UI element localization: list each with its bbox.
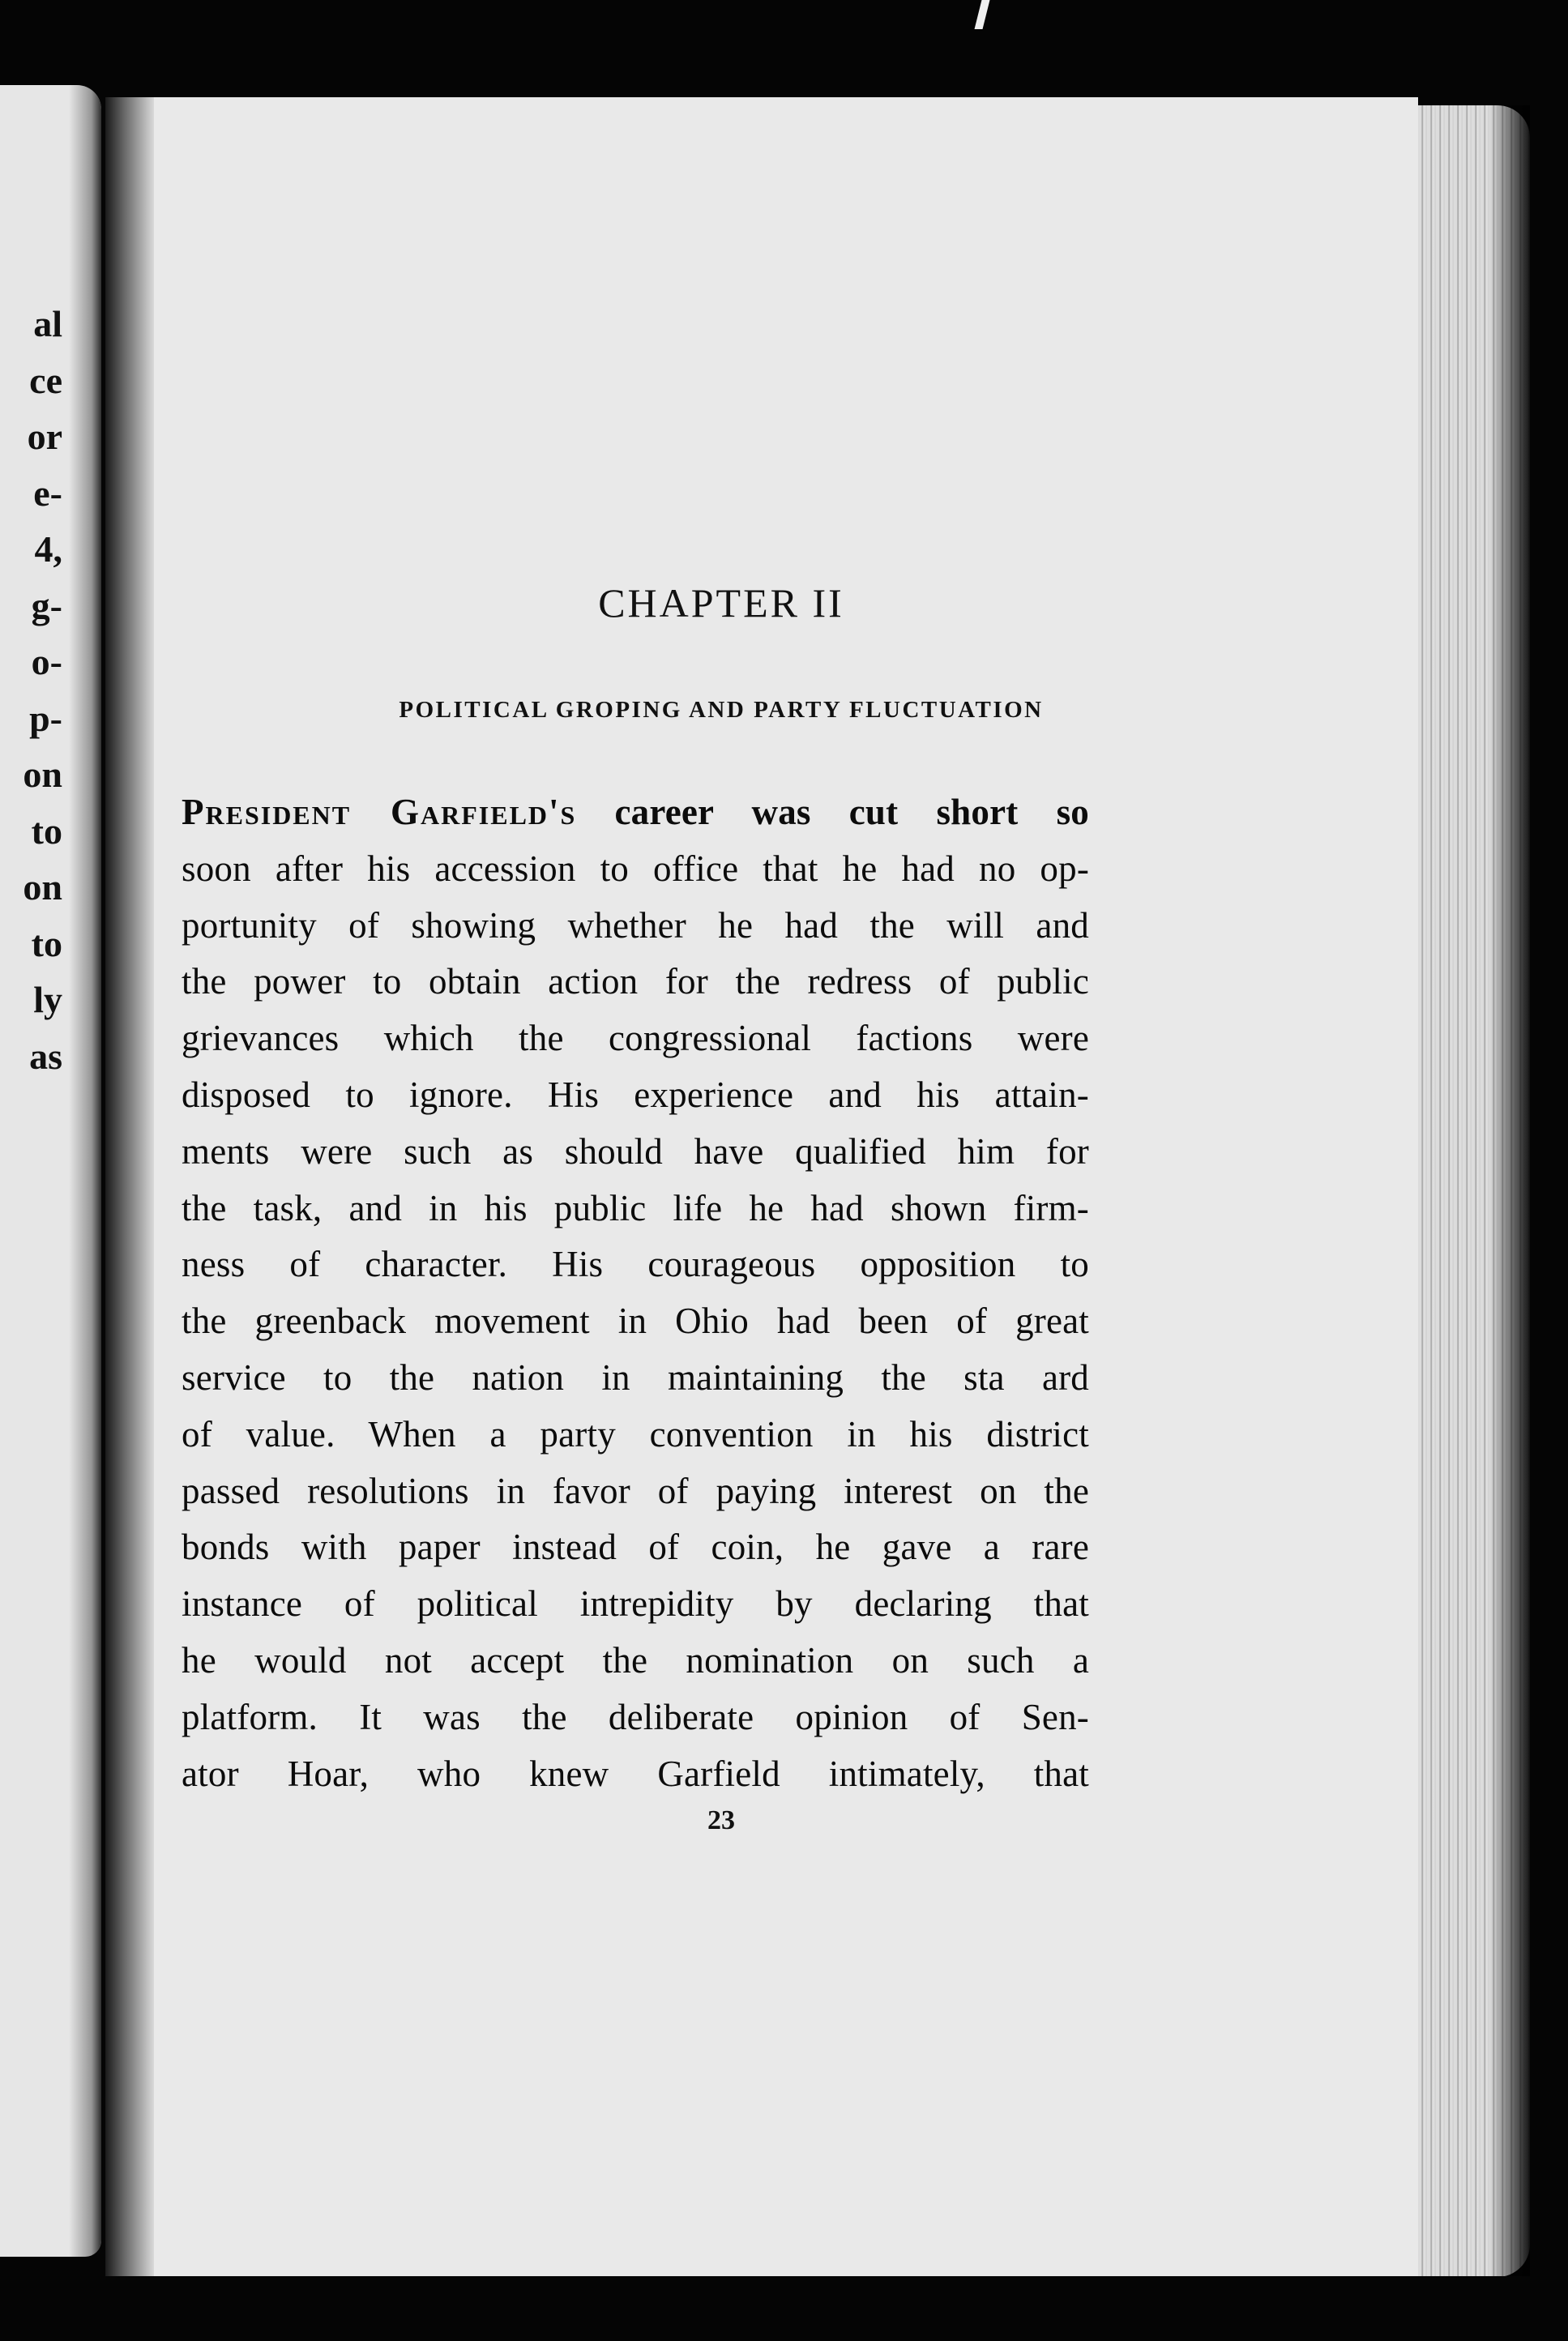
text-line: soon after his accession to office that he had no op- [182, 848, 1089, 889]
text-line: of value. When a party convention in his district [182, 1413, 1089, 1455]
text-line: passed resolutions in favor of paying interest on the [182, 1470, 1089, 1511]
scan-border [0, 2276, 1568, 2341]
text-line: the task, and in his public life he had shown firm- [182, 1187, 1089, 1228]
text-line: service to the nation in maintaining the sta ard [182, 1356, 1089, 1398]
text-line: ments were such as should have qualified him for [182, 1130, 1089, 1172]
facing-page-fragment: p- [29, 697, 62, 739]
facing-page-fragment: on [23, 866, 62, 908]
scan-mark [975, 0, 990, 29]
facing-page-fragment: on [23, 754, 62, 795]
facing-page-fragment: e- [33, 472, 62, 514]
chapter-heading: CHAPTER II [598, 580, 844, 626]
text-line: bonds with paper instead of coin, he gave a rare [182, 1527, 1089, 1568]
text-line: the power to obtain action for the redress of public [182, 961, 1089, 1002]
page-edges [1400, 105, 1530, 2277]
facing-page-fragment: or [27, 416, 62, 457]
text-line: portunity of showing whether he had the will and [182, 904, 1089, 946]
text-line: platform. It was the deliberate opinion of Sen- [182, 1696, 1089, 1737]
text-line: the greenback movement in Ohio had been of great [182, 1301, 1089, 1342]
lead-small-caps: President Garfield's [182, 792, 577, 832]
facing-page-fragment: ly [33, 979, 62, 1020]
text-line: grievances which the congressional factions were [182, 1018, 1089, 1059]
facing-page-fragment: 4, [34, 528, 62, 570]
text-line: ator Hoar, who knew Garfield intimately, that [182, 1753, 1089, 1794]
facing-page-fragment: to [31, 810, 62, 852]
facing-page-fragment: to [31, 922, 62, 964]
chapter-subtitle: POLITICAL GROPING AND PARTY FLUCTUATION [399, 697, 1044, 723]
chapter-body [182, 784, 1089, 1802]
facing-page [0, 85, 101, 2257]
facing-page-fragment: g- [31, 584, 62, 626]
text-line: ness of character. His courageous opposition to [182, 1244, 1089, 1285]
facing-page-fragment: al [33, 303, 62, 344]
spine-shadow [105, 97, 154, 2277]
gutter-shadow [69, 85, 101, 2257]
facing-page-fragment: ce [29, 359, 62, 401]
text-line: disposed to ignore. His experience and his attain- [182, 1074, 1089, 1115]
text-line: instance of political intrepidity by declaring that [182, 1583, 1089, 1625]
page-number: 23 [707, 1805, 735, 1835]
facing-page-fragment: o- [31, 641, 62, 682]
page-edge-shadow [1489, 105, 1530, 2277]
text-line: he would not accept the nomination on such a [182, 1639, 1089, 1681]
facing-page-fragment: as [29, 1035, 62, 1077]
facing-page-text [23, 296, 62, 1084]
text-line [182, 784, 1089, 841]
text-line-rest: career was cut short so [576, 792, 1089, 832]
